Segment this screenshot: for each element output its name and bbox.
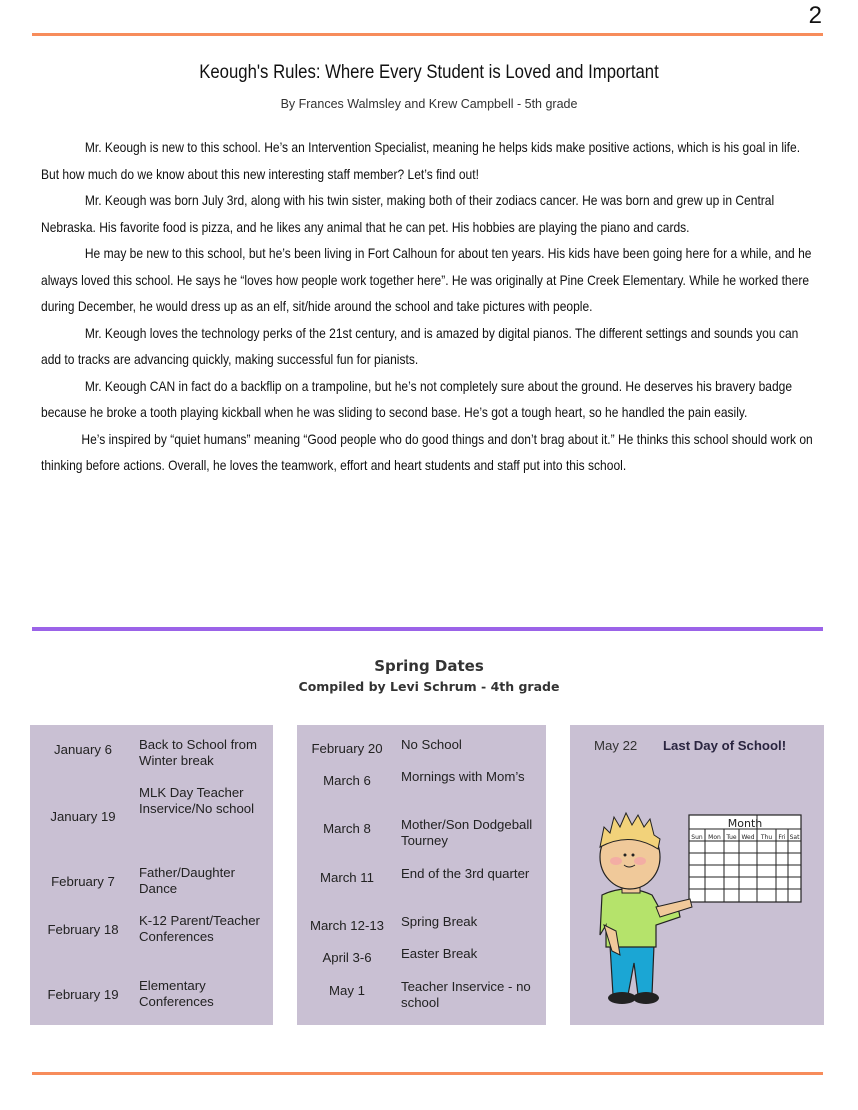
article-title: Keough's Rules: Where Every Student is Loved and Important <box>199 62 659 83</box>
event-label: Last Day of School! <box>663 738 787 753</box>
calendar-day: Sat <box>789 834 800 841</box>
article-paragraph: He’s inspired by “quiet humans” meaning “Good people who do good things and don’t brag about it.” He thinks this school should work on thinking before actions. Overall, he loves the teamwork, effort and heart students and staff put into this school. <box>41 430 813 473</box>
date-label: March 11 <box>320 870 374 885</box>
article-paragraph: Mr. Keough is new to this school. He’s an Intervention Specialist, meaning he helps kids make positive actions, which is his goal in life. But how much do we know about this new interesting staff member? Let’s find out! <box>41 139 801 182</box>
boy-calendar-illustration <box>582 795 812 1015</box>
date-label: January 19 <box>50 809 116 824</box>
article-paragraph: He may be new to this school, but he’s been living in Fort Calhoun for about ten years. His kids have been going here for a while, and he always loved this school. He says he “loves how people work together here”. He was originally at Pine Creek Elementary. While he worked there during December, he would dress up as an elf, sit/hide around the school and take pictures with people. <box>41 245 812 314</box>
date-label: February 7 <box>51 874 115 889</box>
calendar-day: Tue <box>726 834 737 841</box>
spring-dates-subtitle: Compiled by Levi Schrum - 4th grade <box>298 679 560 694</box>
date-label: February 20 <box>311 741 383 756</box>
section-divider <box>32 627 823 631</box>
article-byline: By Frances Walmsley and Krew Campbell - 5th grade <box>280 97 578 111</box>
date-label: February 18 <box>47 922 119 937</box>
date-label: March 12-13 <box>309 918 385 933</box>
event-label: Elementary Conferences <box>139 978 214 1009</box>
event-label: K-12 Parent/Teacher Conferences <box>139 913 260 944</box>
date-label: March 8 <box>323 821 371 836</box>
event-label: Father/Daughter Dance <box>139 865 236 896</box>
dates-box-2 <box>297 725 546 1025</box>
calendar-day: Mon <box>708 834 721 841</box>
article-paragraph: Mr. Keough CAN in fact do a backflip on a trampoline, but he’s not completely sure about the ground. He deserves his bravery badge because he broke a tooth playing kickball when he was sliding to second base. He’s got a tough heart, so he handled the pain easily. <box>41 377 793 420</box>
calendar-day: Fri <box>778 834 786 841</box>
date-label: February 19 <box>47 987 119 1002</box>
event-label: Back to School from Winter break <box>139 737 258 768</box>
calendar-day: Wed <box>741 834 755 841</box>
date-label: March 6 <box>323 773 371 788</box>
event-label: Spring Break <box>401 914 478 929</box>
event-label: Teacher Inservice - no school <box>401 979 531 1010</box>
dates-box-1 <box>30 725 273 1025</box>
article-paragraph: Mr. Keough was born July 3rd, along with his twin sister, making both of their zodiacs cancer. He was born and grew up in Central Nebraska. His favorite food is pizza, and he likes any animal that he can pet. His hobbies are playing the piano and cards. <box>41 192 775 235</box>
article-paragraph: Mr. Keough loves the technology perks of the 21st century, and is amazed by digital pianos. The different settings and sounds you can add to tracks are advancing quickly, making successful fun for pianists. <box>41 324 799 367</box>
event-label: Mother/Son Dodgeball Tourney <box>401 817 533 848</box>
calendar-chart <box>689 815 801 902</box>
date-label: January 6 <box>54 742 112 757</box>
boy-figure <box>600 813 692 1004</box>
page-number: 2 <box>808 2 822 29</box>
date-label: May 1 <box>329 983 365 998</box>
calendar-day: Sun <box>691 834 703 841</box>
event-label: Easter Break <box>401 946 478 961</box>
spring-dates-title: Spring Dates <box>374 657 484 675</box>
calendar-heading: Month <box>727 817 763 830</box>
date-label: April 3-6 <box>322 950 372 965</box>
event-label: MLK Day Teacher Inservice/No school <box>139 785 255 816</box>
event-label: End of the 3rd quarter <box>401 866 530 881</box>
bottom-divider <box>32 1072 823 1075</box>
calendar-day: Thu <box>760 834 773 841</box>
event-label: Mornings with Mom’s <box>401 769 525 784</box>
event-label: No School <box>401 737 462 752</box>
dates-box-3 <box>570 725 824 1025</box>
top-divider <box>32 33 823 36</box>
date-label: May 22 <box>594 738 638 753</box>
article-body <box>41 134 819 479</box>
